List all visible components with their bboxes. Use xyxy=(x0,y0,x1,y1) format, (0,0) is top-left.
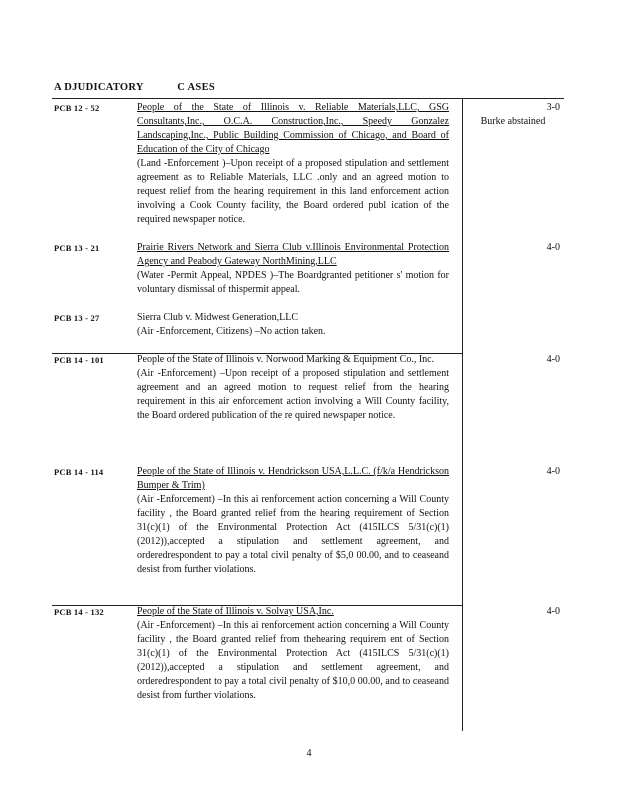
case-title: Prairie Rivers Network and Sierra Club v.Illinois Environmental Protection Agency and Peabody Gateway NorthMining,LLC xyxy=(137,242,449,267)
case-number: PCB 14 - 132 xyxy=(54,607,104,617)
case-description: (Water -Permit Appeal, NPDES )–The Boardgranted petitioner s' motion for voluntary dismissal of thispermit appeal. xyxy=(137,270,449,295)
case-title: Sierra Club v. Midwest Generation,LLC xyxy=(137,312,298,323)
case-number: PCB 13 - 27 xyxy=(54,313,100,323)
case-description: (Air -Enforcement) –In this ai renforcement action concerning a Will County facility , the Board granted relief from the hearing requirement of Section 31(c)(1) of the Environmental Protection Act (415ILCS 5/31(c)(1) (2012)),accepted a stipulation and settlement agreement, and orderedrespondent to pay a total civil penalty of $5,0 00.00, and to ceaseand desist from further violations. xyxy=(137,494,449,575)
heading-initial-c: C xyxy=(177,82,186,93)
case-description: (Land -Enforcement )–Upon receipt of a proposed stipulation and settlement agreement as to Reliable Materials, LLC .only and an agreed motion to request relief from the hearing requirement in this land enforcement action involving a Cook County facility, the Board ordered publ ication of the required newspaper notice. xyxy=(137,158,449,225)
heading-word-cases: ASES xyxy=(187,82,216,93)
case-title: People of the State of Illinois v. Reliable Materials,LLC, GSG Consultants,Inc., O.C.A. Construction,Inc., Speedy Gonzalez Landscaping,Inc., Public Building Commission of Chicago, and Board of Education of the City of Chicago xyxy=(137,102,449,155)
case-description: (Air -Enforcement, Citizens) –No action taken. xyxy=(137,326,326,337)
case-title: People of the State of Illinois v. Solvay USA,Inc. xyxy=(137,606,334,617)
vote-count: 4-0 xyxy=(546,606,560,617)
vote-count: 4-0 xyxy=(546,466,560,477)
page-number: 4 xyxy=(306,748,312,759)
case-title: People of the State of Illinois v. Norwood Marking & Equipment Co., Inc. xyxy=(137,354,435,365)
section-heading xyxy=(54,82,215,93)
column-divider xyxy=(462,99,463,731)
case-number: PCB 12 - 52 xyxy=(54,103,100,113)
case-title: People of the State of Illinois v. Hendrickson USA,L.L.C. (f/k/a Hendrickson Bumper & Trim) xyxy=(137,466,449,491)
case-number: PCB 14 - 101 xyxy=(54,355,104,365)
case-number: PCB 14 - 114 xyxy=(54,467,104,477)
vote-count: 4-0 xyxy=(546,354,560,365)
cases-table xyxy=(52,98,564,731)
heading-word-adjudicatory: DJUDICATORY xyxy=(64,82,144,93)
vote-note: Burke abstained xyxy=(480,116,546,127)
vote-count: 3-0 xyxy=(546,102,560,113)
case-number: PCB 13 - 21 xyxy=(54,243,100,253)
case-description: (Air -Enforcement) –Upon receipt of a proposed stipulation and settlement agreement and an agreed motion to request relief from the hearing requirement in this air enforcement action involving a Will County facility, the Board ordered publication of the re quired newspaper notice. xyxy=(137,368,449,421)
vote-count: 4-0 xyxy=(546,242,560,253)
case-description: (Air -Enforcement) –In this ai renforcement action concerning a Will County facility , the Board granted relief from thehearing requirem ent of Section 31(c)(1) of the Environmental Protection Act (415ILCS 5/31(c)(1) (2012)),accepted a stipulation and settlement agreement, and orderedrespondent to pay a total civil penalty of $10,0 00.00, and to ceaseand desist from further violations. xyxy=(137,620,449,701)
heading-initial-a: A xyxy=(54,82,62,93)
